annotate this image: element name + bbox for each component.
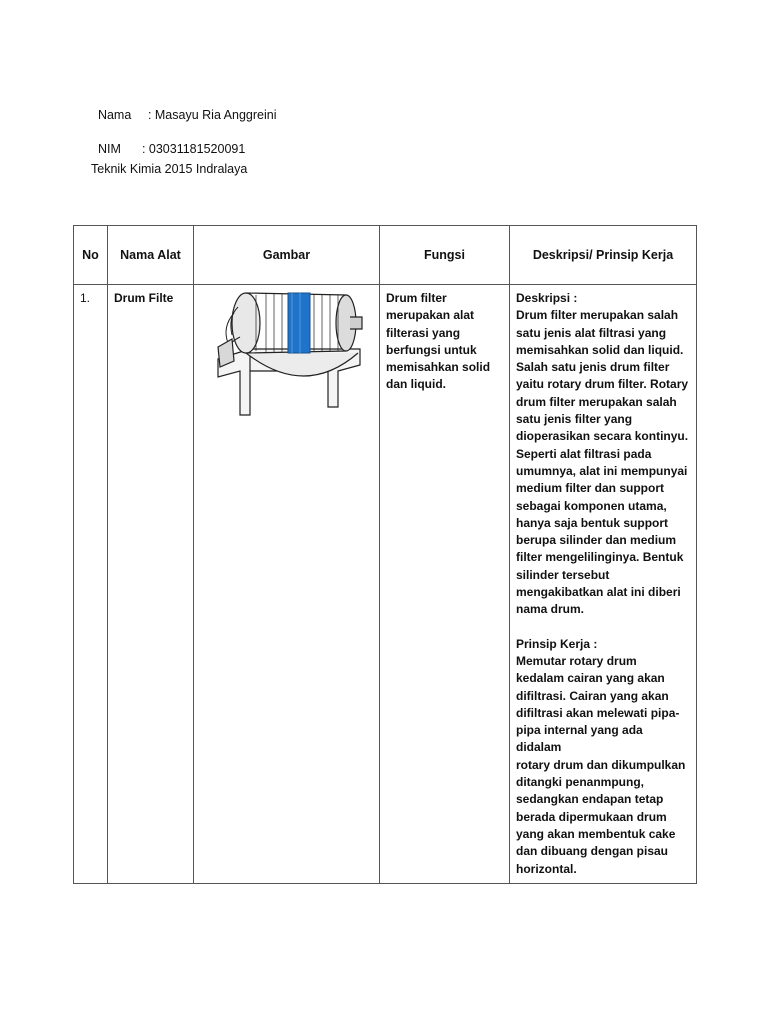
name-line <box>91 94 277 122</box>
deskripsi-title: Deskripsi : <box>516 291 578 305</box>
table-row <box>74 285 697 884</box>
fungsi-text: Drum filter merupakan alat filterasi yang berfungsi untuk memisahkan solid dan liquid. <box>386 291 491 392</box>
col-fungsi: Fungsi <box>380 226 510 285</box>
deskripsi-text: Deskripsi : Drum filter merupakan salah satu jenis alat filtrasi yang memisahkan solid dan liquid. Salah satu jenis drum filter yaitu rotary drum filter. Rotary drum filter merupakan salah satu jenis filter yang dioperasikan secara kontinyu. Seperti alat filtrasi pada umumnya, alat ini mempunyai medium filter dan support sebagai komponen utama, hanya saja bentuk support berupa silinder dan medium filter mengelilinginya. Bentuk silinder tersebut mengakibatkan alat ini diberi nama drum. Prinsip Kerja : Memutar rotary drum kedalam cairan yang akan difiltrasi. Cairan yang akan difiltrasi akan melewati pipa- pipa internal yang ada didalam rotary drum dan dikumpulkan ditangki penanmpung, sedangkan endapan tetap berada dipermukaan drum yang akan membentuk cake dan dibuang dengan pisau horizontal. <box>516 291 689 876</box>
col-deskripsi: Deskripsi/ Prinsip Kerja <box>510 226 697 285</box>
drum-filter-illustration <box>210 287 370 417</box>
col-no: No <box>74 226 108 285</box>
row-number: 1. <box>80 291 91 305</box>
drum-filter-image <box>194 285 379 420</box>
prinsip-title: Prinsip Kerja : <box>516 636 598 651</box>
program-line: Teknik Kimia 2015 Indralaya <box>91 162 248 176</box>
name-value: : Masayu Ria Anggreini <box>147 108 277 122</box>
nim-label: NIM <box>97 142 121 156</box>
col-nama-alat: Nama Alat <box>108 226 194 285</box>
table-header-row <box>74 226 697 285</box>
equipment-table <box>73 225 697 884</box>
nim-value: : 03031181520091 <box>141 142 246 156</box>
nim-line <box>91 128 245 156</box>
col-gambar: Gambar <box>194 226 380 285</box>
name-label: Nama <box>97 108 132 122</box>
equipment-name: Drum Filte <box>114 291 174 305</box>
